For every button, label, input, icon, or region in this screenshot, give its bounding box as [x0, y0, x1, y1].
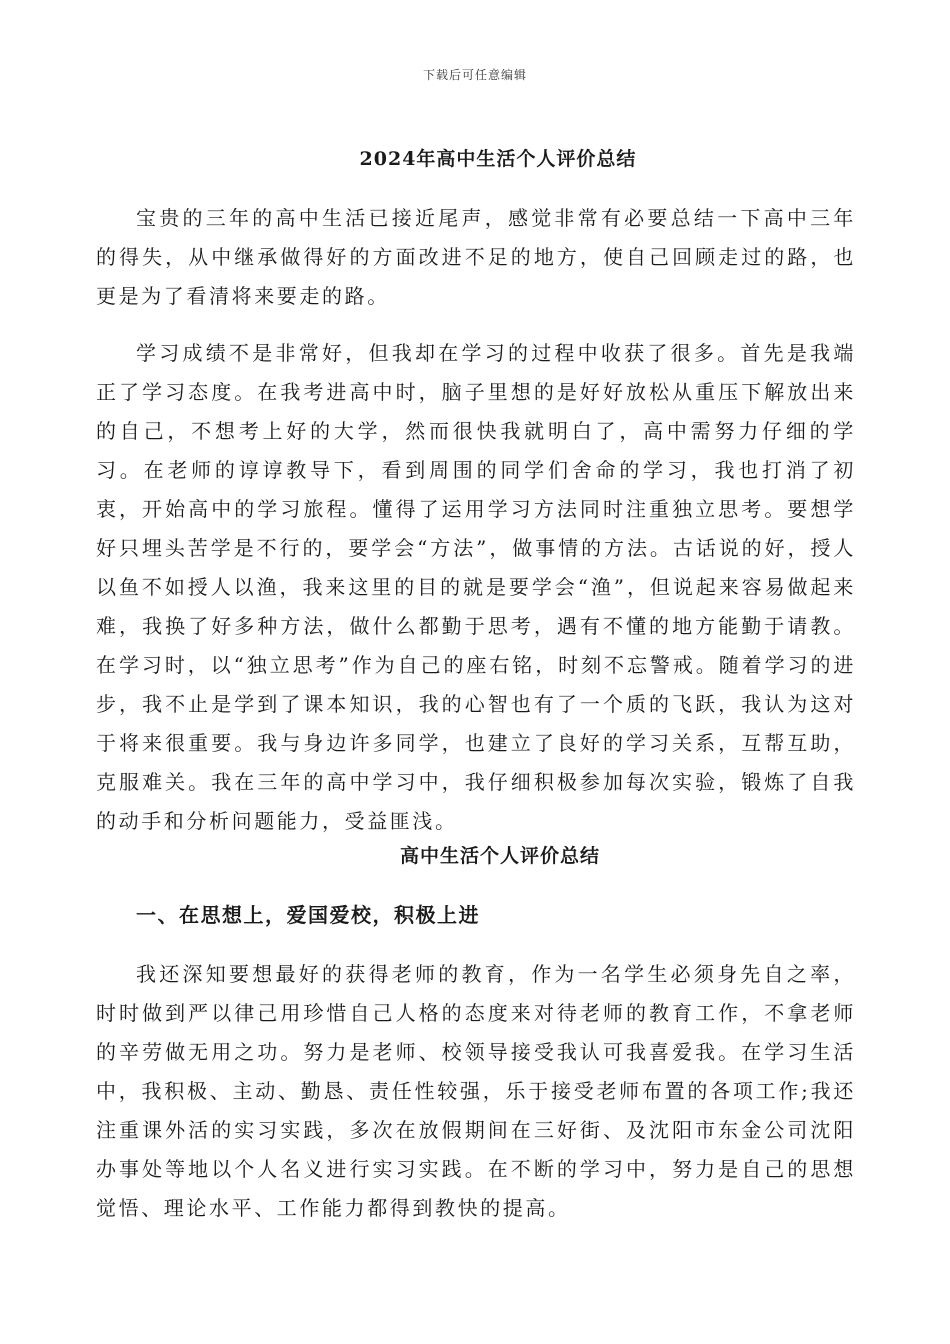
section-paragraph: 我还深知要想最好的获得老师的教育，作为一名学生必须身先自之率，时时做到严以律己用珍惜自己人格的态度来对待老师的教育工作，不拿老师的辛劳做无用之功。努力是老师、校领导接受我认可我喜爱我。在学习生活中，我积极、主动、勤恳、责任性较强，乐于接受老师布置的各项工作;我还注重课外活的实习实践，多次在放假期间在三好街、及沈阳市东金公司沈阳办事处等地以个人名义进行实习实践。在不断的学习中，努力是自己的思想觉悟、理论水平、工作能力都得到教快的提高。 — [96, 962, 856, 1220]
body-paragraph: 宝贵的三年的高中生活已接近尾声，感觉非常有必要总结一下高中三年的得失，从中继承做得好的方面改进不足的地方，使自己回顾走过的路，也更是为了看清将来要走的路。 — [96, 206, 856, 308]
header-note: 下载后可任意编辑 — [422, 68, 527, 82]
section-title: 高中生活个人评价总结 — [399, 845, 600, 867]
document-title: 2024年高中生活个人评价总结 — [359, 148, 637, 170]
body-paragraph: 学习成绩不是非常好，但我却在学习的过程中收获了很多。首先是我端正了学习态度。在我考进高中时，脑子里想的是好好放松从重压下解放出来的自己，不想考上好的大学，然而很快我就明白了，高中需努力仔细的学习。在老师的谆谆教导下，看到周围的同学们舍命的学习，我也打消了初衷，开始高中的学习旅程。懂得了运用学习方法同时注重独立思考。要想学好只埋头苦学是不行的，要学会“方法”，做事情的方法。古话说的好，授人以鱼不如授人以渔，我来这里的目的就是要学会“渔”，但说起来容易做起来难，我换了好多种方法，做什么都勤于思考，遇有不懂的地方能勤于请教。在学习时，以“独立思考”作为自己的座右铭，时刻不忘警戒。随着学习的进步，我不止是学到了课本知识，我的心智也有了一个质的飞跃，我认为这对于将来很重要。我与身边许多同学，也建立了良好的学习关系，互帮互助，克服难关。我在三年的高中学习中，我仔细积极参加每次实验，锻炼了自我的动手和分析问题能力，受益匪浅。 — [96, 341, 856, 833]
sub-heading: 一、在思想上，爱国爱校，积极上进 — [136, 903, 480, 927]
